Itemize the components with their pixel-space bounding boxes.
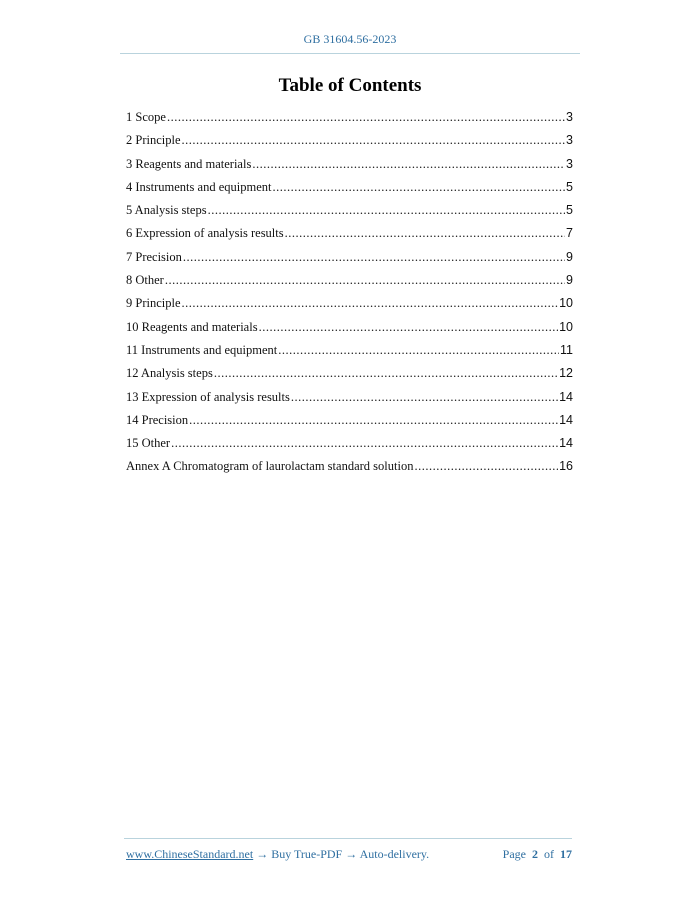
toc-leader-dots (165, 271, 565, 290)
header-divider (120, 53, 580, 54)
toc-leader-dots (278, 341, 559, 360)
document-header: GB 31604.56-2023 (303, 32, 397, 46)
toc-entry-label: 4 Instruments and equipment (126, 179, 272, 194)
toc-entry-label: 15 Other (126, 436, 171, 451)
toc-entry[interactable] (126, 178, 573, 201)
toc-entry-page: 16 (559, 459, 573, 474)
toc-entry-page: 3 (566, 133, 573, 148)
toc-entry[interactable] (126, 155, 573, 178)
toc-entry-label: Annex A Chromatogram of laurolactam standard solution (126, 459, 414, 474)
toc-entry-label: 7 Precision (126, 249, 182, 264)
toc-leader-dots (272, 178, 565, 197)
toc-entry[interactable] (126, 131, 573, 154)
toc-entry-page: 5 (566, 203, 573, 218)
toc-entry-page: 14 (559, 412, 573, 427)
toc-entry-page: 14 (559, 389, 573, 404)
toc-entry[interactable] (126, 224, 573, 247)
toc-entry[interactable] (126, 248, 573, 271)
page-total: 17 (560, 847, 572, 861)
toc-entry[interactable] (126, 318, 573, 341)
toc-entry-label: 10 Reagents and materials (126, 319, 258, 334)
toc-entry[interactable] (126, 341, 573, 364)
toc-entry-label: 9 Principle (126, 296, 181, 311)
toc-leader-dots (208, 201, 565, 220)
toc-entry[interactable] (126, 457, 573, 480)
toc-entry-page: 3 (566, 156, 573, 171)
buy-pdf-text: Buy True-PDF (271, 847, 343, 861)
toc-leader-dots (291, 388, 558, 407)
toc-entry-label: 8 Other (126, 273, 164, 288)
toc-entry-page: 9 (566, 249, 573, 264)
toc-entry-label: 6 Expression of analysis results (126, 226, 284, 241)
toc-entry-page: 11 (560, 342, 573, 357)
toc-entry-label: 2 Principle (126, 133, 181, 148)
toc-leader-dots (214, 364, 558, 383)
toc-entry[interactable] (126, 294, 573, 317)
page-of: of (544, 847, 554, 861)
toc-entry[interactable] (126, 411, 573, 434)
toc-leader-dots (414, 457, 558, 476)
toc-entry-label: 12 Analysis steps (126, 366, 213, 381)
toc-entry-page: 12 (559, 366, 573, 381)
site-link[interactable]: www.ChineseStandard.net (126, 847, 254, 861)
toc-entry-page: 5 (566, 179, 573, 194)
toc-entry-label: 5 Analysis steps (126, 203, 207, 218)
toc-entry-page: 7 (566, 226, 573, 241)
toc-entry-label: 14 Precision (126, 412, 189, 427)
toc-title: Table of Contents (278, 75, 422, 96)
toc-entry[interactable] (126, 434, 573, 457)
toc-leader-dots (252, 155, 565, 174)
toc-leader-dots (167, 108, 565, 127)
toc-leader-dots (182, 131, 566, 150)
toc-leader-dots (171, 434, 558, 453)
toc-entry[interactable] (126, 201, 573, 224)
page-current: 2 (532, 847, 538, 861)
page-number (503, 847, 572, 862)
arrow-right-icon: → (256, 847, 269, 861)
toc-list (126, 108, 573, 481)
footer-promo (126, 847, 429, 862)
toc-entry-label: 3 Reagents and materials (126, 156, 252, 171)
toc-entry-page: 14 (559, 436, 573, 451)
toc-leader-dots (189, 411, 558, 430)
toc-entry-label: 1 Scope (126, 110, 166, 124)
toc-entry-page: 9 (566, 273, 573, 288)
toc-entry-label: 11 Instruments and equipment (126, 342, 278, 357)
toc-entry-page: 10 (559, 296, 573, 311)
toc-entry[interactable] (126, 364, 573, 387)
toc-leader-dots (259, 318, 559, 337)
toc-entry-label: 13 Expression of analysis results (126, 389, 290, 404)
page-word: Page (502, 847, 526, 861)
footer-divider (124, 838, 572, 839)
toc-entry[interactable] (126, 271, 573, 294)
toc-leader-dots (182, 294, 559, 313)
arrow-right-icon: → (345, 847, 358, 861)
toc-entry[interactable] (126, 388, 573, 411)
toc-entry-page: 3 (566, 110, 573, 124)
auto-delivery-text: Auto-delivery. (359, 847, 430, 861)
toc-leader-dots (285, 224, 565, 243)
toc-entry-page: 10 (559, 319, 573, 334)
toc-entry[interactable] (126, 108, 573, 131)
toc-leader-dots (183, 248, 565, 267)
